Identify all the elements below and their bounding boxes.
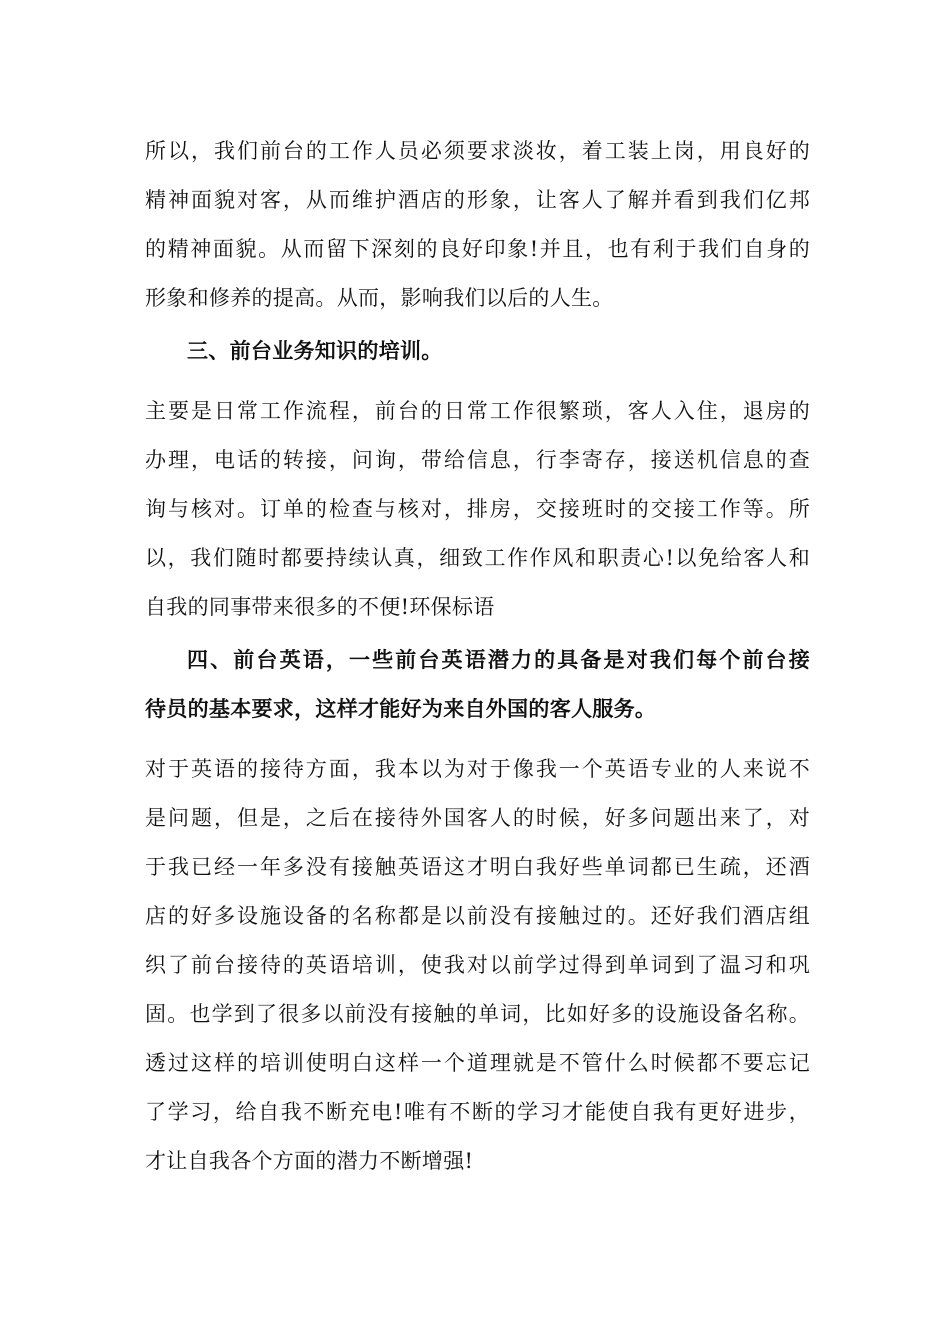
paragraph-3-line-2: 是问题，但是，之后在接待外国客人的时候，好多问题出来了，对 [145, 806, 810, 830]
paragraph-2-line-1: 主要是日常工作流程，前台的日常工作很繁琐，客人入住，退房的 [145, 399, 810, 423]
paragraph-1-line-3: 的精神面貌。从而留下深刻的良好印象!并且，也有利于我们自身的 [145, 237, 810, 261]
paragraph-3-line-7: 透过这样的培训使明白这样一个道理就是不管什么时候都不要忘记 [145, 1051, 810, 1075]
paragraph-1-line-1: 所以，我们前台的工作人员必须要求淡妆，着工装上岗，用良好的 [145, 139, 810, 163]
paragraph-3-line-8: 了学习，给自我不断充电!唯有不断的学习才能使自我有更好进步， [145, 1100, 810, 1124]
paragraph-3-line-4: 店的好多设施设备的名称都是以前没有接触过的。还好我们酒店组 [145, 904, 810, 928]
paragraph-2-line-5: 自我的同事带来很多的不便!环保标语 [145, 595, 495, 619]
paragraph-3-line-6: 固。也学到了很多以前没有接触的单词，比如好多的设施设备名称。 [145, 1002, 810, 1026]
paragraph-2-line-2: 办理，电话的转接，问询，带给信息，行李寄存，接送机信息的查 [145, 448, 810, 472]
section-heading-3: 三、前台业务知识的培训。 [187, 339, 443, 363]
paragraph-3-line-1: 对于英语的接待方面，我本以为对于像我一个英语专业的人来说不 [145, 757, 810, 781]
section-heading-4-line-2: 待员的基本要求，这样才能好为来自外国的客人服务。 [145, 697, 657, 721]
paragraph-3-line-5: 织了前台接待的英语培训，使我对以前学过得到单词到了温习和巩 [145, 953, 810, 977]
paragraph-3-line-3: 于我已经一年多没有接触英语这才明白我好些单词都已生疏，还酒 [145, 855, 810, 879]
section-heading-4-line-1: 四、前台英语，一些前台英语潜力的具备是对我们每个前台接 [187, 648, 810, 672]
paragraph-3-line-9: 才让自我各个方面的潜力不断增强! [145, 1149, 474, 1173]
paragraph-1-line-2: 精神面貌对客，从而维护酒店的形象，让客人了解并看到我们亿邦 [145, 188, 810, 212]
paragraph-2-line-4: 以，我们随时都要持续认真，细致工作作风和职责心!以免给客人和 [145, 546, 810, 570]
paragraph-1-line-4: 形象和修养的提高。从而，影响我们以后的人生。 [145, 286, 614, 310]
paragraph-2-line-3: 询与核对。订单的检查与核对，排房，交接班时的交接工作等。所 [145, 497, 810, 521]
